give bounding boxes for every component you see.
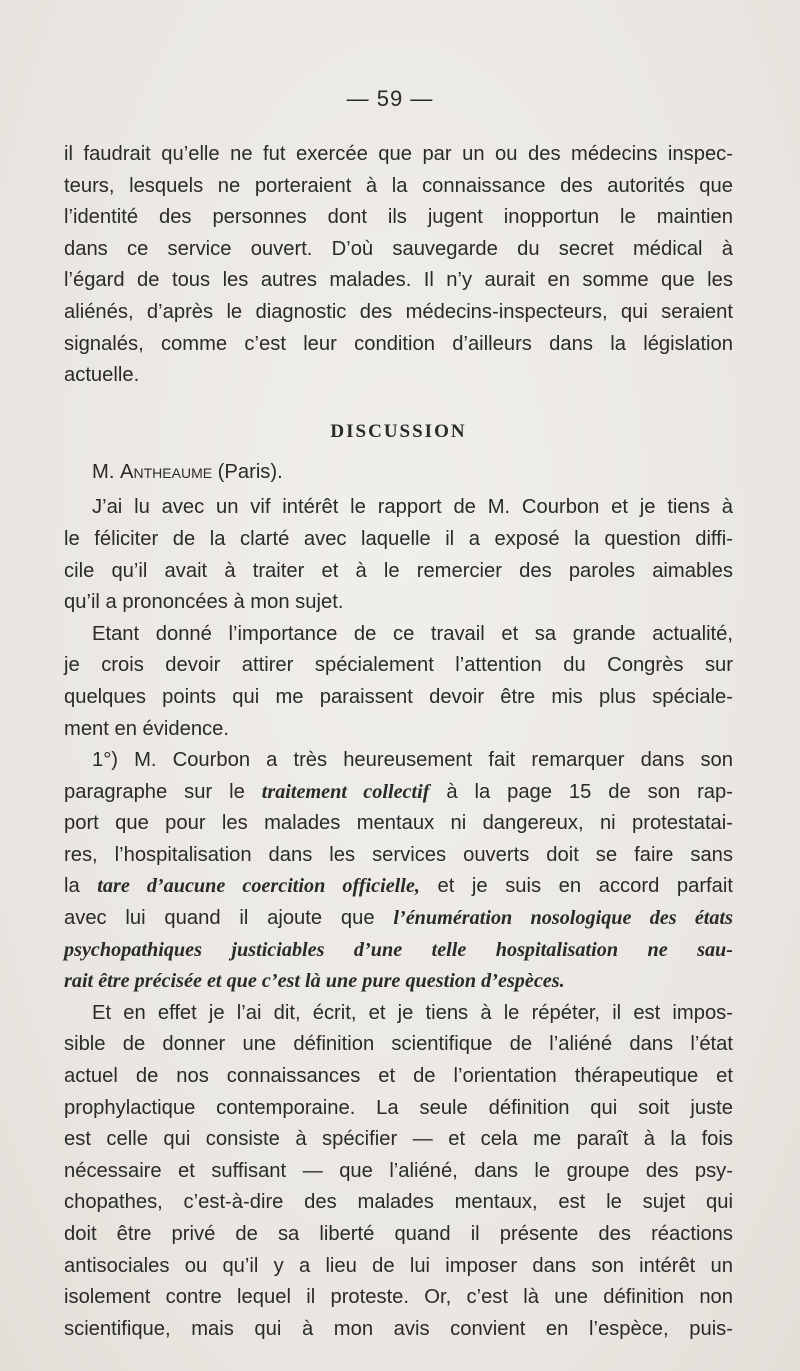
text-run: avec lui quand il ajoute que [64, 907, 394, 930]
italic-run: tare d’aucune coercition officielle, [97, 875, 420, 898]
text-line: J’ai lu avec un vif intérêt le rapport de M. Courbon et je tiens à [92, 496, 733, 519]
section-heading: DISCUSSION [330, 420, 467, 442]
text-line: prophylactique contemporaine. La seule définition qui soit juste [64, 1096, 733, 1119]
text-line: port que pour les malades mentaux ni dangereux, ni protestatai- [64, 812, 733, 835]
italic-run: traitement collectif [261, 780, 430, 803]
text-line: doit être privé de sa liberté quand il présente des réactions [64, 1223, 733, 1245]
text-line: l’égard de tous les autres malades. Il n’y aurait en somme que les [64, 269, 733, 292]
text-line: isolement contre lequel il proteste. Or, c’est là une définition non [64, 1286, 733, 1309]
paragraph-5 [64, 998, 733, 1346]
text-line [64, 777, 733, 809]
paragraph-2 [64, 492, 733, 618]
text-line: cile qu’il avait à traiter et à le remercier des paroles aimables [64, 559, 733, 582]
text-line: teurs, lesquels ne porteraient à la connaissance des autorités que [64, 174, 733, 197]
text-line: dans ce service ouvert. D’où sauvegarde du secret médical à [64, 237, 733, 260]
text-line: scientifique, mais qui à mon avis convient en l’espèce, puis- [64, 1317, 733, 1340]
text-line: Etant donné l’importance de ce travail et sa grande actualité, [92, 622, 733, 645]
text-line: actuelle. [64, 364, 140, 387]
text-line: signalés, comme c’est leur condition d’ailleurs dans la législation [64, 332, 733, 355]
text-line: antisociales ou qu’il y a lieu de lui imposer dans son intérêt un [64, 1254, 733, 1277]
speaker-place: (Paris). [212, 460, 283, 483]
speaker-name: Antheaume [120, 460, 213, 483]
text-line [64, 903, 733, 935]
page-body [64, 139, 733, 1345]
text-line: sible de donner une définition scientifique de l’aliéné dans l’état [64, 1033, 733, 1056]
text-line: aliénés, d’après le diagnostic des médecins-inspecteurs, qui seraient [64, 300, 733, 323]
speaker-prefix: M. [92, 460, 121, 483]
text-run: à la page 15 de son rap- [429, 780, 733, 803]
text-line: est celle qui consiste à spécifier — et cela me paraît à la fois [64, 1128, 733, 1151]
text-line: le féliciter de la clarté avec laquelle il a exposé la question diffi- [64, 527, 733, 550]
text-line [64, 966, 733, 998]
paragraph-4 [64, 745, 733, 998]
text-line [64, 935, 733, 967]
text-line: ment en évidence. [64, 717, 229, 740]
text-run: la [64, 875, 98, 898]
text-line: res, l’hospitalisation dans les services ouverts doit se faire sans [64, 843, 733, 866]
text-run: paragraphe sur le [64, 780, 262, 803]
text-line: je crois devoir attirer spécialement l’attention du Congrès sur [64, 654, 733, 677]
text-line: actuel de nos connaissances et de l’orientation thérapeutique et [64, 1065, 733, 1088]
text-line: chopathes, c’est-à-dire des malades mentaux, est le sujet qui [64, 1191, 733, 1214]
text-line [64, 871, 733, 903]
page-number: — 59 — [346, 86, 434, 111]
italic-run: l’énumération nosologique des états [393, 907, 733, 930]
italic-run: rait être précisée et que c’est là une pure question d’espèces. [64, 970, 565, 993]
text-line: Et en effet je l’ai dit, écrit, et je tiens à le répéter, il est impos- [92, 1001, 733, 1024]
text-line: il faudrait qu’elle ne fut exercée que par un ou des médecins inspec- [64, 143, 733, 165]
text-line: qu’il a prononcées à mon sujet. [64, 591, 344, 614]
text-line: nécessaire et suffisant — que l’aliéné, dans le groupe des psy- [64, 1159, 733, 1182]
text-line: l’identité des personnes dont ils jugent inopportun le maintien [64, 206, 733, 229]
paragraph-3 [64, 619, 733, 745]
speaker-line [64, 457, 733, 489]
paragraph-1 [64, 139, 733, 392]
text-run: et je suis en accord parfait [419, 875, 733, 898]
italic-run: psychopathiques justiciables d’une telle hospitalisation ne sau- [64, 938, 733, 961]
text-line: 1°) M. Courbon a très heureusement fait remarquer dans son [92, 749, 733, 772]
text-line: quelques points qui me paraissent devoir être mis plus spéciale- [64, 685, 733, 708]
